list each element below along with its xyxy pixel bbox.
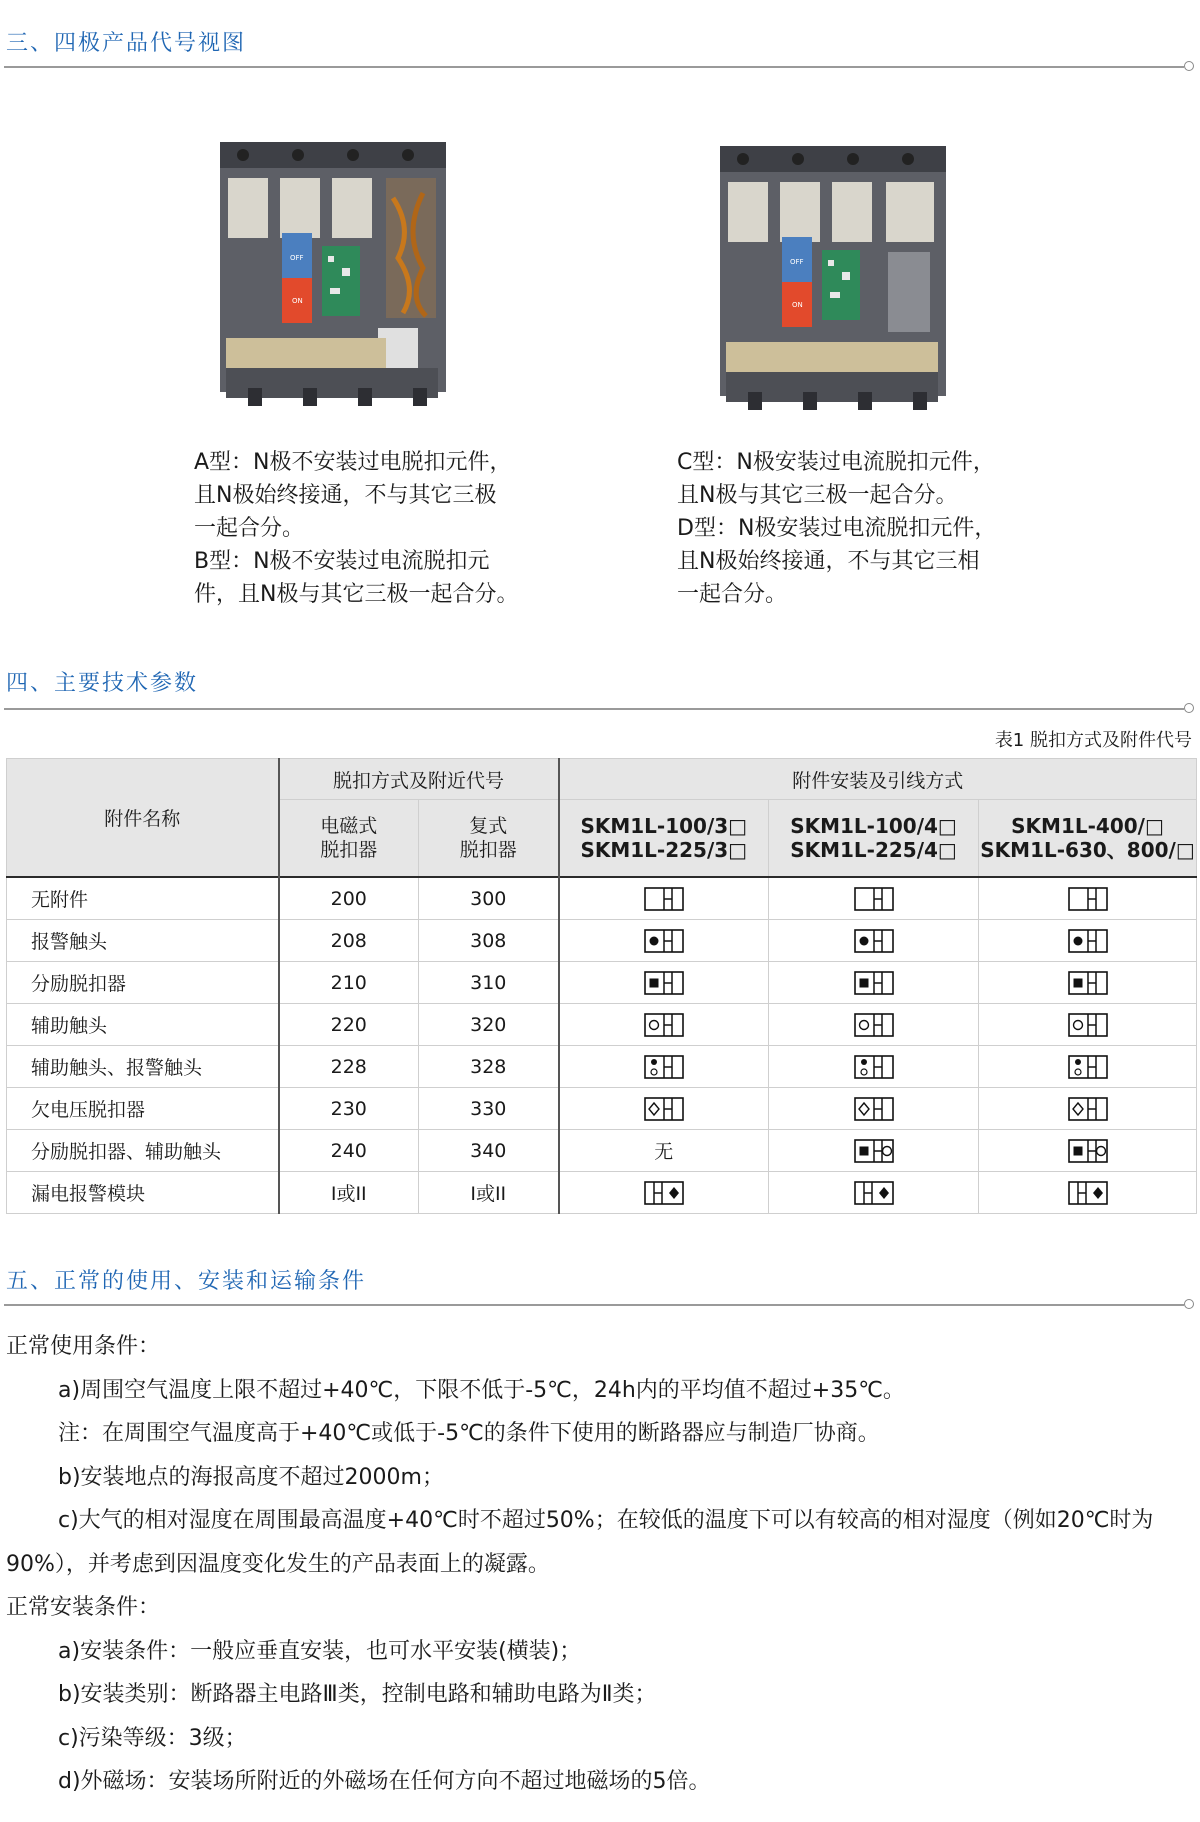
row-compound-code: 328 xyxy=(419,1046,559,1088)
table-row xyxy=(7,920,1197,962)
row-accessory-c xyxy=(979,1088,1197,1130)
table-row xyxy=(7,1088,1197,1130)
row-compound-code: 330 xyxy=(419,1088,559,1130)
type-line: 一起合分。 xyxy=(194,516,305,541)
row-compound-code: 308 xyxy=(419,920,559,962)
row-accessory-c xyxy=(979,1046,1197,1088)
table-row xyxy=(7,877,1197,920)
accessory-alarm-icon xyxy=(644,929,684,953)
type-line: D型：N极安装过电流脱扣元件， xyxy=(677,516,997,541)
accessory-alarm-icon xyxy=(854,929,894,953)
install-c: c)污染等级：3级； xyxy=(58,1725,247,1751)
header-line: SKM1L-630、800/□ xyxy=(980,838,1195,862)
off-label: OFF xyxy=(790,258,804,266)
row-name: 辅助触头、报警触头 xyxy=(7,1046,279,1088)
row-accessory-a xyxy=(559,1172,769,1214)
accessory-shuntaux-icon xyxy=(1068,1139,1108,1163)
accessory-auxalarm-icon xyxy=(644,1055,684,1079)
usage-note: 注：在周围空气温度高于+40℃或低于-5℃的条件下使用的断路器应与制造厂协商。 xyxy=(58,1421,880,1446)
row-accessory-b xyxy=(769,1172,979,1214)
accessory-leak-icon xyxy=(644,1181,684,1205)
table-row xyxy=(7,1130,1197,1172)
row-accessory-c xyxy=(979,877,1197,920)
row-em-code: 228 xyxy=(279,1046,419,1088)
col-header-model-b xyxy=(769,800,979,878)
col-header-release-group: 脱扣方式及附近代号 xyxy=(279,759,559,800)
types-right xyxy=(677,446,996,611)
type-line: A型：N极不安装过电脱扣元件， xyxy=(194,450,512,475)
section3-rule xyxy=(4,66,1184,68)
type-line: 且N极始终接通，不与其它三相 xyxy=(677,549,980,574)
usage-heading: 正常使用条件： xyxy=(6,1334,161,1359)
accessory-none-icon xyxy=(1068,887,1108,911)
row-name: 分励脱扣器 xyxy=(7,962,279,1004)
accessory-undervolt-icon xyxy=(854,1097,894,1121)
type-line: C型：N极安装过电流脱扣元件， xyxy=(677,450,995,475)
row-em-code: 200 xyxy=(279,877,419,920)
type-line: B型：N极不安装过电流脱扣元 xyxy=(194,549,490,574)
table-row xyxy=(7,1172,1197,1214)
row-name: 欠电压脱扣器 xyxy=(7,1088,279,1130)
type-line: 且N极与其它三极一起合分。 xyxy=(677,483,958,508)
section3-title: 三、四极产品代号视图 xyxy=(6,31,247,56)
accessory-auxalarm-icon xyxy=(854,1055,894,1079)
row-accessory-b xyxy=(769,962,979,1004)
row-accessory-b xyxy=(769,1046,979,1088)
accessory-shuntaux-icon xyxy=(854,1139,894,1163)
row-name: 漏电报警模块 xyxy=(7,1172,279,1214)
off-label: OFF xyxy=(290,254,304,262)
row-em-code: 220 xyxy=(279,1004,419,1046)
row-accessory-a xyxy=(559,1004,769,1046)
header-line: SKM1L-400/□ xyxy=(1011,814,1164,838)
row-accessory-a xyxy=(559,1088,769,1130)
row-em-code: 240 xyxy=(279,1130,419,1172)
col-header-compound-release xyxy=(419,800,559,878)
row-accessory-b xyxy=(769,1088,979,1130)
row-compound-code: 320 xyxy=(419,1004,559,1046)
accessory-shunt-icon xyxy=(854,971,894,995)
row-compound-code: 310 xyxy=(419,962,559,1004)
section3-rule-dot xyxy=(1184,61,1194,71)
usage-c: c)大气的相对湿度在周围最高温度+40℃时不超过50%；在较低的温度下可以有较高的相对湿度（例如20℃时为90%），并考虑到因温度变化发生的产品表面上的凝露。 xyxy=(6,1508,1154,1577)
header-line: 复式 xyxy=(469,815,508,837)
row-accessory-a xyxy=(559,920,769,962)
parameters-table xyxy=(6,758,1197,1214)
row-em-code: 208 xyxy=(279,920,419,962)
row-em-code: 210 xyxy=(279,962,419,1004)
row-name: 辅助触头 xyxy=(7,1004,279,1046)
table-body xyxy=(7,877,1197,1214)
product-photo-left xyxy=(218,138,448,408)
row-accessory-c xyxy=(979,1130,1197,1172)
accessory-aux-icon xyxy=(854,1013,894,1037)
section5-title: 五、正常的使用、安装和运输条件 xyxy=(6,1269,367,1294)
table-row xyxy=(7,962,1197,1004)
header-line: SKM1L-100/3□ xyxy=(580,814,748,838)
col-header-accessory-group: 附件安装及引线方式 xyxy=(559,759,1197,800)
none-text: 无 xyxy=(654,1141,674,1163)
row-accessory-b xyxy=(769,920,979,962)
row-compound-code: I或II xyxy=(419,1172,559,1214)
table-row xyxy=(7,1004,1197,1046)
accessory-undervolt-icon xyxy=(1068,1097,1108,1121)
section5-rule-dot xyxy=(1184,1299,1194,1309)
row-accessory-c xyxy=(979,920,1197,962)
usage-a: a)周围空气温度上限不超过+40℃，下限不低于-5℃，24h内的平均值不超过+35℃。 xyxy=(58,1377,905,1403)
accessory-aux-icon xyxy=(644,1013,684,1037)
accessory-none-icon xyxy=(854,887,894,911)
accessory-leak-icon xyxy=(1068,1181,1108,1205)
section4-rule xyxy=(4,708,1184,710)
row-name: 报警触头 xyxy=(7,920,279,962)
install-a: a)安装条件：一般应垂直安装，也可水平安装(横装)； xyxy=(58,1638,582,1664)
table-row xyxy=(7,1046,1197,1088)
col-header-model-c xyxy=(979,800,1197,878)
accessory-shunt-icon xyxy=(644,971,684,995)
row-em-code: 230 xyxy=(279,1088,419,1130)
header-line: 脱扣器 xyxy=(459,839,517,861)
accessory-aux-icon xyxy=(1068,1013,1108,1037)
col-header-name: 附件名称 xyxy=(7,759,279,878)
table-caption: 表1 脱扣方式及附件代号 xyxy=(994,730,1192,751)
accessory-auxalarm-icon xyxy=(1068,1055,1108,1079)
row-accessory-b xyxy=(769,877,979,920)
row-name: 无附件 xyxy=(7,877,279,920)
types-left xyxy=(194,446,518,611)
row-accessory-a xyxy=(559,1046,769,1088)
install-heading: 正常安装条件： xyxy=(6,1595,161,1620)
row-accessory-a xyxy=(559,962,769,1004)
row-accessory-a xyxy=(559,877,769,920)
section5-rule xyxy=(4,1304,1184,1306)
row-accessory-c xyxy=(979,1172,1197,1214)
col-header-em-release xyxy=(279,800,419,878)
header-line: 脱扣器 xyxy=(320,839,378,861)
row-accessory-b xyxy=(769,1004,979,1046)
row-accessory-c xyxy=(979,1004,1197,1046)
install-d: d)外磁场：安装场所附近的外磁场在任何方向不超过地磁场的5倍。 xyxy=(58,1769,711,1794)
col-header-model-a xyxy=(559,800,769,878)
row-accessory-a xyxy=(559,1130,769,1172)
accessory-leak-icon xyxy=(854,1181,894,1205)
accessory-undervolt-icon xyxy=(644,1097,684,1121)
product-photo-right xyxy=(718,142,948,412)
type-line: 一起合分。 xyxy=(677,582,788,607)
install-b: b)安装类别：断路器主电路Ⅲ类，控制电路和辅助电路为Ⅱ类； xyxy=(58,1682,657,1707)
conditions-text xyxy=(6,1325,1196,1804)
row-accessory-b xyxy=(769,1130,979,1172)
accessory-none-icon xyxy=(644,887,684,911)
row-accessory-c xyxy=(979,962,1197,1004)
accessory-alarm-icon xyxy=(1068,929,1108,953)
header-line: SKM1L-100/4□ xyxy=(790,814,957,838)
on-label: ON xyxy=(792,301,803,309)
breaker-illustration-left xyxy=(218,138,448,408)
section4-title: 四、主要技术参数 xyxy=(6,671,199,696)
on-label: ON xyxy=(292,297,303,305)
section4-rule-dot xyxy=(1184,703,1194,713)
header-line: 电磁式 xyxy=(320,815,378,837)
type-line: 件，且N极与其它三极一起合分。 xyxy=(194,582,519,607)
header-line: SKM1L-225/4□ xyxy=(790,838,957,862)
accessory-shunt-icon xyxy=(1068,971,1108,995)
usage-b: b)安装地点的海报高度不超过2000m； xyxy=(58,1464,444,1490)
row-compound-code: 340 xyxy=(419,1130,559,1172)
type-line: 且N极始终接通，不与其它三极 xyxy=(194,483,497,508)
row-compound-code: 300 xyxy=(419,877,559,920)
header-line: SKM1L-225/3□ xyxy=(580,838,748,862)
row-em-code: I或II xyxy=(279,1172,419,1214)
row-name: 分励脱扣器、辅助触头 xyxy=(7,1130,279,1172)
breaker-illustration-right xyxy=(718,142,948,412)
